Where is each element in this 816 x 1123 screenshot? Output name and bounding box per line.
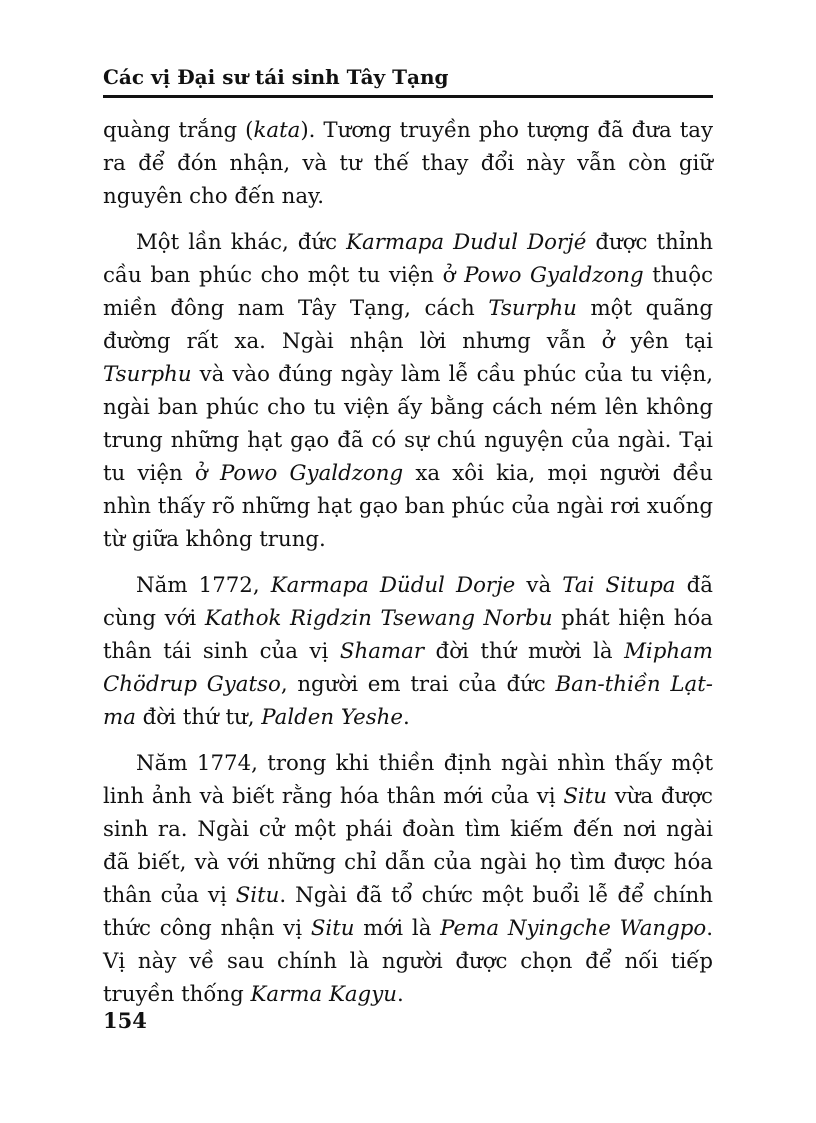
text-run: và vào đúng ngày làm lễ cầu phúc của tu viện, ngài ban phúc cho tu viện ấy bằng cách ném lên không trung những hạt gạo đã có sự chú nguyện của ngài. Tại tu viện ở xyxy=(103,362,713,486)
italic-term: Tsurphu xyxy=(103,362,192,387)
text-run: mới là xyxy=(354,916,441,941)
italic-term: Situ xyxy=(563,784,608,809)
italic-term: Situ xyxy=(310,916,355,941)
paragraph xyxy=(103,226,713,556)
italic-term: kata xyxy=(253,118,301,143)
text-run: ). Tương truyền pho tượng đã đưa tay ra để đón nhận, và tư thế thay đổi này vẫn còn giữ nguyên cho đến nay. xyxy=(103,118,713,209)
italic-term: Mipham Chödrup Gyatso xyxy=(103,639,713,697)
text-run: được thỉnh cầu ban phúc cho một tu viện ở xyxy=(103,230,713,288)
italic-term: Palden Yeshe xyxy=(261,705,403,730)
text-run: phát hiện hóa thân tái sinh của vị xyxy=(103,606,714,664)
text-run: đời thứ mười là xyxy=(424,639,625,664)
page-number: 154 xyxy=(103,1008,147,1033)
text-run: đã cùng với xyxy=(103,573,713,631)
text-run: quàng trắng ( xyxy=(103,118,254,143)
italic-term: Kathok Rigdzin Tsewang Norbu xyxy=(204,606,553,631)
italic-term: Powo Gyaldzong xyxy=(219,461,404,486)
italic-term: Ban-thiền Lạt-ma xyxy=(103,672,713,730)
text-run: . Vị này về sau chính là người được chọn để nối tiếp truyền thống xyxy=(103,916,713,1007)
paragraph xyxy=(103,569,713,734)
text-run: đời thứ tư, xyxy=(135,705,262,730)
italic-term: Tsurphu xyxy=(488,296,577,321)
text-run: một quãng đường rất xa. Ngài nhận lời nhưng vẫn ở yên tại xyxy=(103,296,714,354)
italic-term: Situ xyxy=(235,883,280,908)
paragraph xyxy=(103,114,713,213)
text-run: xa xôi kia, mọi người đều nhìn thấy rõ những hạt gạo ban phúc của ngài rơi xuống từ giữa không trung. xyxy=(103,461,713,552)
italic-term: Pema Nyingche Wangpo xyxy=(440,916,707,941)
text-run: Năm 1774, trong khi thiền định ngài nhìn thấy một linh ảnh và biết rằng hóa thân mới của vị xyxy=(103,751,713,809)
text-run: . xyxy=(402,705,410,730)
text-run: thuộc miền đông nam Tây Tạng, cách xyxy=(103,263,713,321)
italic-term: Karmapa Düdul Dorje xyxy=(270,573,516,598)
running-header: Các vị Đại sư tái sinh Tây Tạng xyxy=(103,65,449,89)
body-text xyxy=(103,114,713,1011)
italic-term: Powo Gyaldzong xyxy=(464,263,644,288)
italic-term: Tai Situpa xyxy=(562,573,676,598)
text-run: và xyxy=(515,573,563,598)
text-run: . xyxy=(396,982,404,1007)
italic-term: Karmapa Dudul Dorjé xyxy=(346,230,587,255)
text-run: vừa được sinh ra. Ngài cử một phái đoàn tìm kiếm đến nơi ngài đã biết, và với những chỉ dẫn của ngài họ tìm được hóa thân của vị xyxy=(103,784,713,908)
header-rule xyxy=(103,95,713,98)
italic-term: Shamar xyxy=(339,639,424,664)
text-run: Năm 1772, xyxy=(136,573,271,598)
text-run: , người em trai của đức xyxy=(280,672,556,697)
paragraph xyxy=(103,747,713,1011)
text-run: . Ngài đã tổ chức một buổi lễ để chính thức công nhận vị xyxy=(103,883,713,941)
text-run: Một lần khác, đức xyxy=(136,230,347,255)
italic-term: Karma Kagyu xyxy=(250,982,397,1007)
